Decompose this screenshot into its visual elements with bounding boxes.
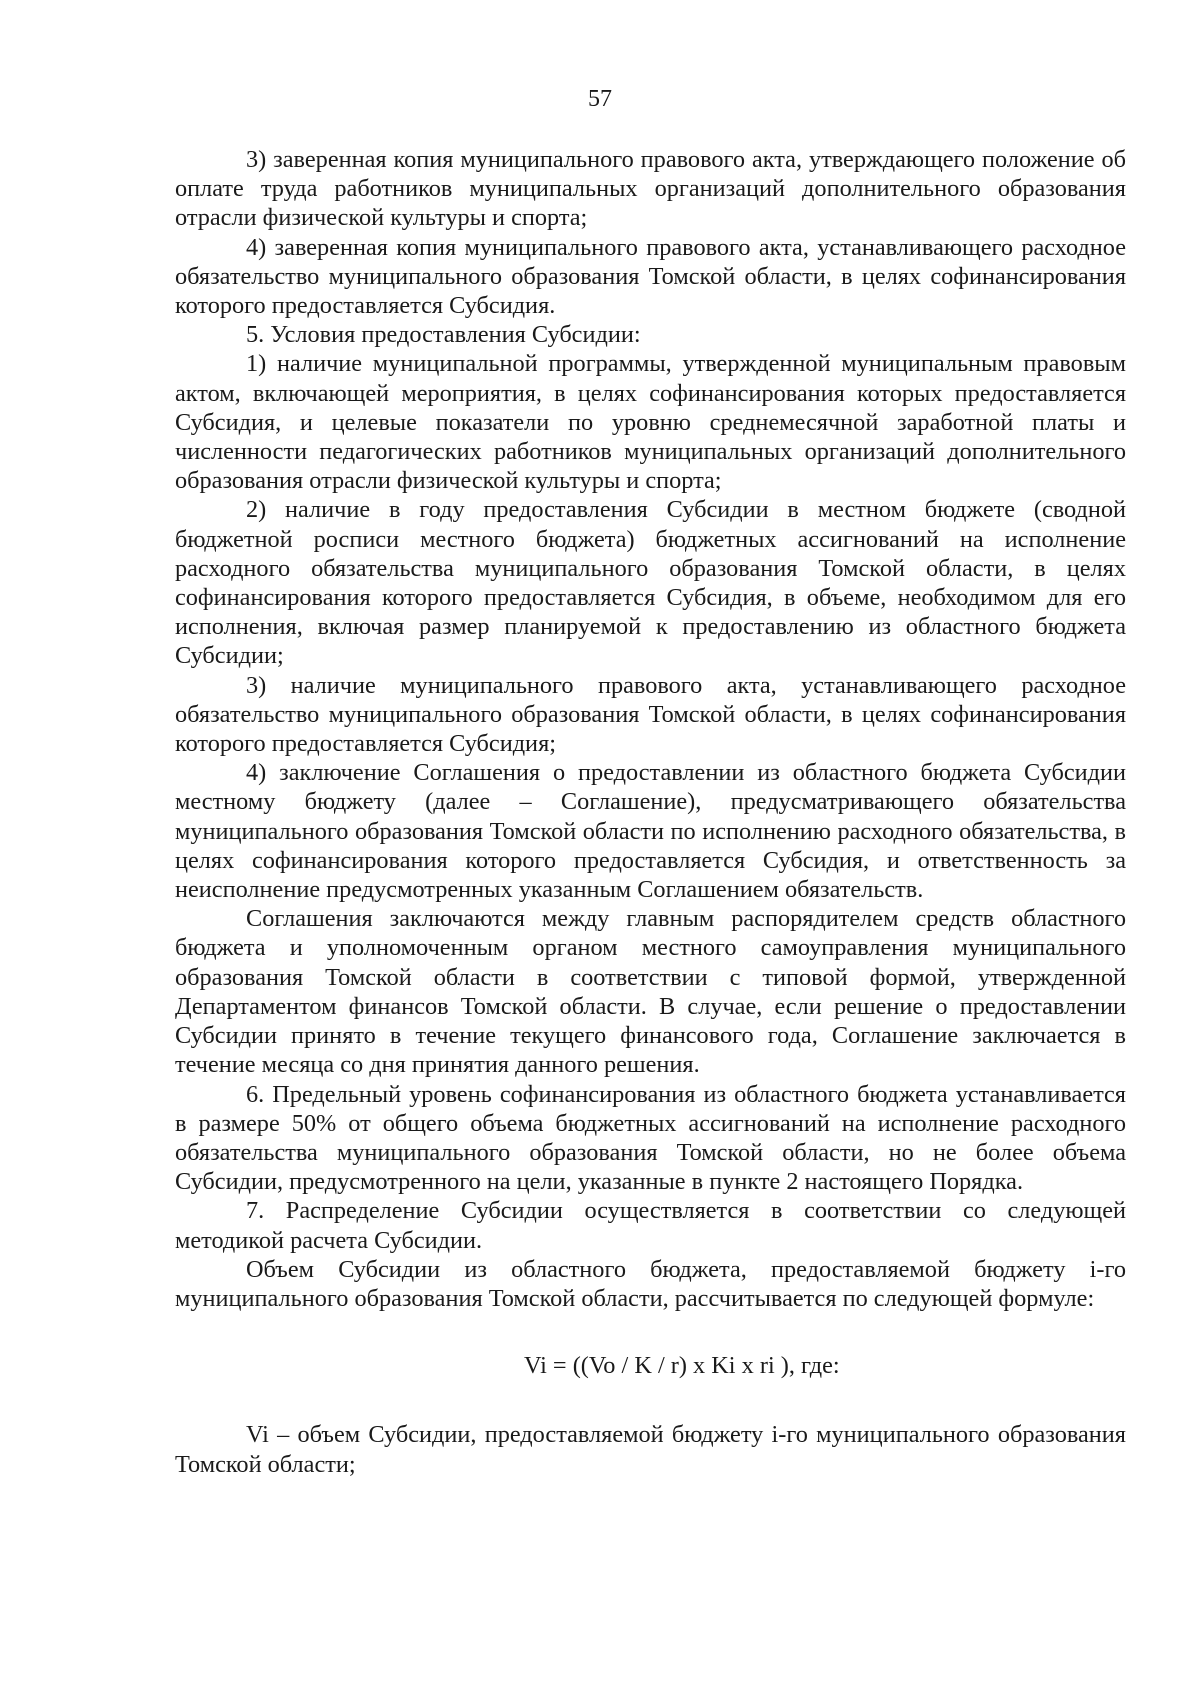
paragraph-condition-program: 1) наличие муниципальной программы, утвержденной муниципальным правовым актом, включающей мероприятия, в целях софинансирования которых предоставляется Субсидия, и целевые показатели по уровню среднемесячной заработной платы и численности педагогических работников муниципальных организаций дополнительного образования отрасли физической культуры и спорта; xyxy=(175,350,1126,495)
paragraph-condition-legal-act: 3) наличие муниципального правового акта, устанавливающего расходное обязательство муниципального образования Томской области, в целях софинансирования которого предоставляется Субсидия; xyxy=(175,671,1126,758)
section-heading-conditions: 5. Условия предоставления Субсидии: xyxy=(246,321,641,349)
page-number: 57 xyxy=(588,86,612,112)
paragraph-copy-of-pay-regulation: 3) заверенная копия муниципального правового акта, утверждающего положение об оплате труда работников муниципальных организаций дополнительного образования отрасли физической культуры и спорта; xyxy=(175,146,1126,232)
subsidy-formula: Vi = ((Vo / K / r) x Ki x ri ), где: xyxy=(524,1352,840,1380)
document-body xyxy=(175,145,1126,1479)
paragraph-definition-vi: Vi – объем Субсидии, предоставляемой бюджету i-го муниципального образования Томской области; xyxy=(175,1421,1126,1478)
paragraph-agreements: Соглашения заключаются между главным распорядителем средств областного бюджета и уполномоченным органом местного самоуправления муниципального образования Томской области в соответствии с типовой формой, утвержденной Департаментом финансов Томской области. В случае, если решение о предоставлении Субсидии принято в течение текущего финансового года, Соглашение заключается в течение месяца со дня принятия данного решения. xyxy=(175,905,1126,1079)
paragraph-condition-agreement: 4) заключение Соглашения о предоставлении из областного бюджета Субсидии местному бюджету (далее – Соглашение), предусматривающего обязательства муниципального образования Томской области по исполнению расходного обязательства, в целях софинансирования которого предоставляется Субсидия, и ответственность за неисполнение предусмотренных указанным Соглашением обязательств. xyxy=(175,759,1126,904)
paragraph-copy-of-expenditure-act: 4) заверенная копия муниципального правового акта, устанавливающего расходное обязательство муниципального образования Томской области, в целях софинансирования которого предоставляется Субсидия. xyxy=(175,233,1126,320)
paragraph-condition-budget: 2) наличие в году предоставления Субсидии в местном бюджете (сводной бюджетной росписи местного бюджета) бюджетных ассигнований на исполнение расходного обязательства муниципального образования Томской области, в целях софинансирования которого предоставляется Субсидия, в объеме, необходимом для его исполнения, включая размер планируемой к предоставлению из областного бюджета Субсидии; xyxy=(175,496,1126,670)
paragraph-distribution-method: 7. Распределение Субсидии осуществляется в соответствии со следующей методикой расчета Субсидии. xyxy=(175,1197,1126,1254)
paragraph-formula-intro: Объем Субсидии из областного бюджета, предоставляемой бюджету i-го муниципального образования Томской области, рассчитывается по следующей формуле: xyxy=(175,1255,1126,1312)
paragraph-cofinancing-limit: 6. Предельный уровень софинансирования из областного бюджета устанавливается в размере 50% от общего объема бюджетных ассигнований на исполнение расходного обязательства муниципального образования Томской области, но не более объема Субсидии, предусмотренного на цели, указанные в пункте 2 настоящего Порядка. xyxy=(175,1080,1126,1196)
